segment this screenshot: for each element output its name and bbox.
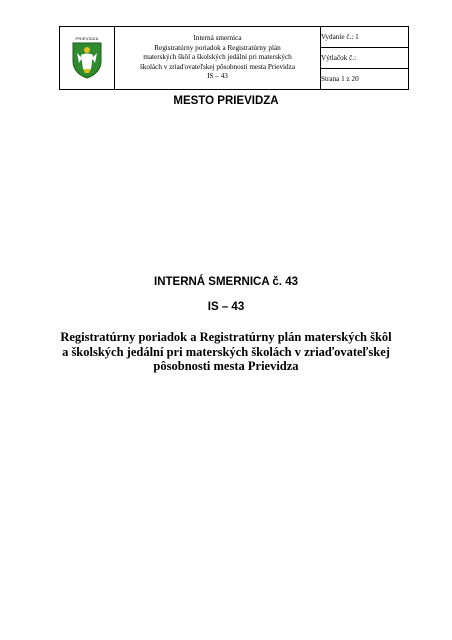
header-title-line: IS – 43 (207, 72, 228, 81)
directive-code: IS – 43 (207, 301, 245, 313)
page-number-cell: Strana 1 z 20 (321, 69, 409, 90)
document-title-line: a školských jedální pri materských školách v zriaďovateľskej (62, 344, 390, 359)
document-title-line: Registratúrny poriadok a Registratúrny plán materských škôl (60, 330, 392, 344)
edition-cell: Vydanie č.: 1 (321, 27, 409, 48)
city-coat-of-arms (69, 36, 105, 80)
document-title (0, 330, 452, 374)
logo-town-name: PRIEVIDZA (75, 36, 99, 41)
header-title-line: materských škôl a školských jedální pri materských (143, 53, 292, 62)
document-header-table (59, 26, 409, 90)
document-title-line: pôsobnosti mesta Prievidza (153, 359, 299, 373)
document-title-cell (115, 27, 321, 90)
shield-icon (71, 41, 103, 79)
header-title-line: Registratúrny poriadok a Registratúrny plán (154, 43, 281, 52)
copy-number-cell: Výtlačok č.: (321, 48, 409, 69)
header-title-line: školách v zriaďovateľskej pôsobnosti mesta Prievidza (139, 62, 296, 71)
directive-heading: INTERNÁ SMERNICA č. 43 (154, 276, 298, 288)
header-title-line: Interná smernica (193, 34, 242, 43)
city-heading: MESTO PRIEVIDZA (173, 95, 279, 107)
logo-cell (60, 27, 115, 90)
